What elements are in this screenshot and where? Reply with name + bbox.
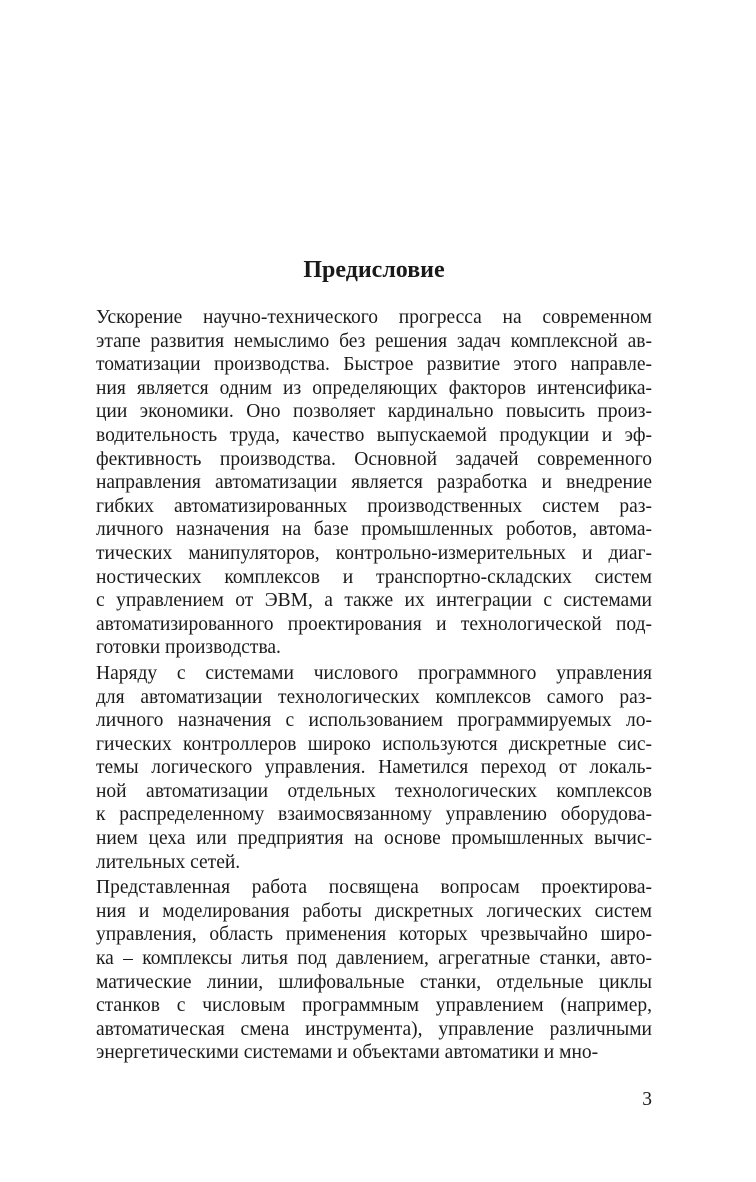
text-line: ции экономики. Оно позволяет кардинально повысить произ-	[96, 401, 652, 423]
text-line: матические линии, шлифовальные станки, отдельные циклы	[96, 971, 652, 993]
paragraph	[96, 662, 652, 874]
text-line: Представленная работа посвящена вопросам проектирова-	[96, 877, 652, 899]
text-line: станков с числовым программным управлением (например,	[96, 995, 652, 1017]
text-line: энергетическими системами и объектами автоматики и мно-	[96, 1042, 599, 1064]
text-line: темы логического управления. Наметился переход от локаль-	[96, 757, 652, 779]
text-line: лительных сетей.	[96, 851, 241, 873]
text-line: готовки производства.	[96, 637, 281, 659]
preface-body	[96, 306, 652, 1067]
text-line: тических манипуляторов, контрольно-измерительных и диаг-	[96, 542, 652, 564]
text-line: фективность производства. Основной задачей современного	[96, 448, 652, 470]
text-line: ной автоматизации отдельных технологических комплексов	[96, 780, 652, 802]
text-line: Ускорение научно-технического прогресса на современном	[96, 307, 652, 328]
text-line: управления, область применения которых чрезвычайно широ-	[96, 924, 652, 946]
text-line: направления автоматизации является разработка и внедрение	[96, 472, 652, 494]
page-number: 3	[642, 1089, 652, 1110]
text-line: нием цеха или предприятия на основе промышленных вычис-	[96, 828, 652, 850]
text-line: автоматизированного проектирования и технологической под-	[96, 613, 652, 635]
text-line: личного назначения на базе промышленных роботов, автома-	[96, 519, 652, 541]
text-line: личного назначения с использованием программируемых ло-	[96, 710, 652, 732]
text-line: ния и моделирования работы дискретных логических систем	[96, 900, 652, 922]
text-line: автоматическая смена инструмента), управление различными	[96, 1018, 652, 1040]
text-line: ния является одним из определяющих факторов интенсифика-	[96, 377, 652, 399]
text-line: ка – комплексы литья под давлением, агрегатные станки, авто-	[96, 948, 652, 970]
paragraph	[96, 306, 652, 660]
text-line: к распределенному взаимосвязанному управлению оборудова-	[96, 804, 652, 826]
book-page	[96, 0, 652, 1182]
text-line: гибких автоматизированных производственных систем раз-	[96, 495, 652, 517]
text-line: этапе развития немыслимо без решения задач комплексной ав-	[96, 330, 652, 352]
text-line: томатизации производства. Быстрое развитие этого направле-	[96, 354, 652, 376]
paragraph	[96, 876, 652, 1065]
text-line: для автоматизации технологических комплексов самого раз-	[96, 686, 652, 708]
text-line: гических контроллеров широко используются дискретные сис-	[96, 733, 652, 755]
text-line: ностических комплексов и транспортно-складских систем	[96, 566, 652, 588]
page-title: Предисловие	[303, 257, 445, 283]
text-line: с управлением от ЭВМ, а также их интеграции с системами	[96, 590, 652, 612]
text-line: Наряду с системами числового программного управления	[96, 662, 652, 684]
text-line: водительность труда, качество выпускаемой продукции и эф-	[96, 424, 652, 446]
